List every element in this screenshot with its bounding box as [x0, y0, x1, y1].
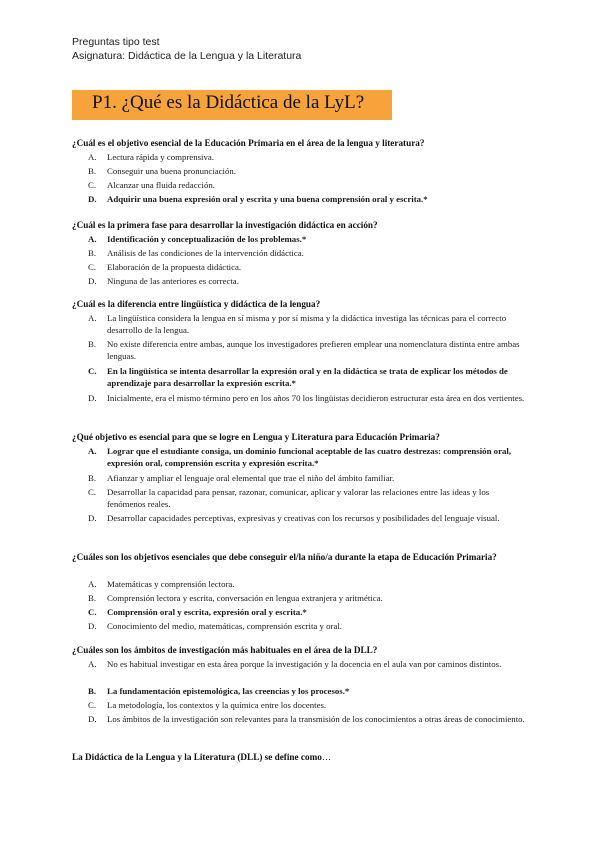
header-line-2: Asignatura: Didáctica de la Lengua y la Literatura — [72, 50, 302, 62]
option-letter: B. — [88, 473, 97, 483]
option-text: Desarrollar la capacidad para pensar, razonar, comunicar, aplicar y valorar las relaciones entre las ideas y los fenómenos reales. — [107, 487, 490, 509]
option-text: Elaboración de la propuesta didáctica. — [107, 262, 242, 272]
option-text: Ninguna de las anteriores es correcta. — [107, 276, 239, 286]
option-text: Adquirir una buena expresión oral y escrita y una buena comprensión oral y escrita.* — [107, 194, 428, 204]
q3-option-d — [88, 392, 528, 404]
q2-option-a-correct — [88, 233, 528, 245]
option-letter: B. — [88, 339, 97, 349]
option-letter: A. — [88, 446, 97, 456]
option-text: Alcanzar una fluida redacción. — [107, 180, 215, 190]
option-letter: A. — [88, 579, 97, 589]
option-letter: C. — [88, 366, 97, 376]
q2-option-b — [88, 247, 528, 259]
option-letter: D. — [88, 714, 97, 724]
question-5: ¿Cuáles son los objetivos esenciales que debe conseguir el/la niño/a durante la etapa de Educación Primaria? — [72, 552, 497, 562]
option-text: Los ámbitos de la investigación son relevantes para la transmisión de los conocimientos a otras áreas de conocimiento. — [107, 714, 525, 724]
option-letter: B. — [88, 248, 97, 258]
q4-option-a-correct — [88, 445, 528, 469]
final-question-ellipsis: … — [321, 752, 332, 762]
option-text: Matemáticas y comprensión lectora. — [107, 579, 235, 589]
q3-option-b — [88, 338, 528, 362]
section-title: P1. ¿Qué es la Didáctica de la LyL? — [92, 92, 365, 113]
option-text: Conocimiento del medio, matemáticas, comprensión escrita y oral. — [107, 621, 343, 631]
final-question-bold: La Didáctica de la Lengua y la Literatura (DLL) se define como — [72, 752, 322, 762]
q4-option-b — [88, 472, 528, 484]
option-text: Inicialmente, era el mismo término pero en los años 70 los lingüistas decidieron estructurar esta área en dos vertientes. — [107, 393, 525, 403]
option-text: No es habitual investigar en esta área porque la investigación y la docencia en el aula van por caminos distintos. — [107, 659, 502, 669]
q1-option-c — [88, 179, 528, 191]
question-4: ¿Qué objetivo es esencial para que se logre en Lengua y Literatura para Educación Primaria? — [72, 432, 440, 442]
option-letter: C. — [88, 180, 97, 190]
option-letter: C. — [88, 487, 97, 497]
option-text: Afianzar y ampliar el lenguaje oral elemental que trae el niño del ámbito familiar. — [107, 473, 395, 483]
option-text: Comprensión lectora y escrita, conversación en lengua extranjera y aritmética. — [107, 593, 383, 603]
option-letter: B. — [88, 166, 97, 176]
q1-option-a — [88, 151, 528, 163]
option-letter: C. — [88, 607, 97, 617]
option-letter: D. — [88, 513, 97, 523]
option-letter: A. — [88, 659, 97, 669]
q4-option-c — [88, 486, 528, 510]
option-text: Análisis de las condiciones de la intervención didáctica. — [107, 248, 304, 258]
option-letter: B. — [88, 686, 97, 696]
option-letter: A. — [88, 313, 97, 323]
q1-option-b — [88, 165, 528, 177]
option-text: La metodología, los contextos y la química entre los docentes. — [107, 700, 327, 710]
option-letter: D. — [88, 276, 97, 286]
option-text: En la lingüística se intenta desarrollar la expresión oral y en la didáctica se trata de explicar los métodos de aprendizaje para desarrollar la expresión escrita.* — [107, 366, 508, 388]
option-text: Desarrollar capacidades perceptivas, expresivas y creativas con los recursos y posibilidades del lenguaje visual. — [107, 513, 500, 523]
option-letter: D. — [88, 621, 97, 631]
option-letter: B. — [88, 593, 97, 603]
q5-option-a — [88, 578, 528, 590]
option-letter: D. — [88, 393, 97, 403]
q6-option-d — [88, 713, 528, 725]
question-1: ¿Cuál es el objetivo esencial de la Educación Primaria en el área de la lengua y literatura? — [72, 138, 425, 148]
question-3: ¿Cuál es la diferencia entre lingüística y didáctica de la lengua? — [72, 299, 321, 309]
option-text: Identificación y conceptualización de los problemas.* — [107, 234, 307, 244]
q6-option-b-correct — [88, 685, 528, 697]
option-letter: C. — [88, 700, 97, 710]
final-question — [72, 752, 331, 762]
option-letter: C. — [88, 262, 97, 272]
q3-option-a — [88, 312, 528, 336]
question-6: ¿Cuáles son los ámbitos de investigación más habituales en el área de la DLL? — [72, 645, 378, 655]
option-text: La lingüística considera la lengua en sí misma y por sí misma y la didáctica investiga las técnicas para el correcto desarrollo de la lengua. — [107, 313, 507, 335]
q5-option-d — [88, 620, 528, 632]
option-text: La fundamentación epistemológica, las creencias y los procesos.* — [107, 686, 350, 696]
option-text: Conseguir una buena pronunciación. — [107, 166, 236, 176]
q3-option-c-correct — [88, 365, 528, 389]
q2-option-c — [88, 261, 528, 273]
q6-option-c — [88, 699, 528, 711]
option-letter: A. — [88, 152, 97, 162]
option-text: Lectura rápida y comprensiva. — [107, 152, 214, 162]
q2-option-d — [88, 275, 528, 287]
q1-option-d-correct — [88, 193, 528, 205]
option-text: Comprensión oral y escrita, expresión oral y escrita.* — [107, 607, 307, 617]
option-text: Lograr que el estudiante consiga, un dominio funcional aceptable de las cuatro destrezas: comprensión oral, expresión oral, comprensión escrita y expresión escrita.* — [107, 446, 512, 468]
option-letter: D. — [88, 194, 97, 204]
question-2: ¿Cuál es la primera fase para desarrollar la investigación didáctica en acción? — [72, 220, 378, 230]
q5-option-c-correct — [88, 606, 528, 618]
q6-option-a — [88, 658, 528, 670]
option-text: No existe diferencia entre ambas, aunque los investigadores prefieren emplear una nomenclatura distinta entre ambas lenguas. — [107, 339, 520, 361]
q4-option-d — [88, 512, 528, 524]
option-letter: A. — [88, 234, 97, 244]
header-line-1: Preguntas tipo test — [72, 36, 160, 48]
q5-option-b — [88, 592, 528, 604]
